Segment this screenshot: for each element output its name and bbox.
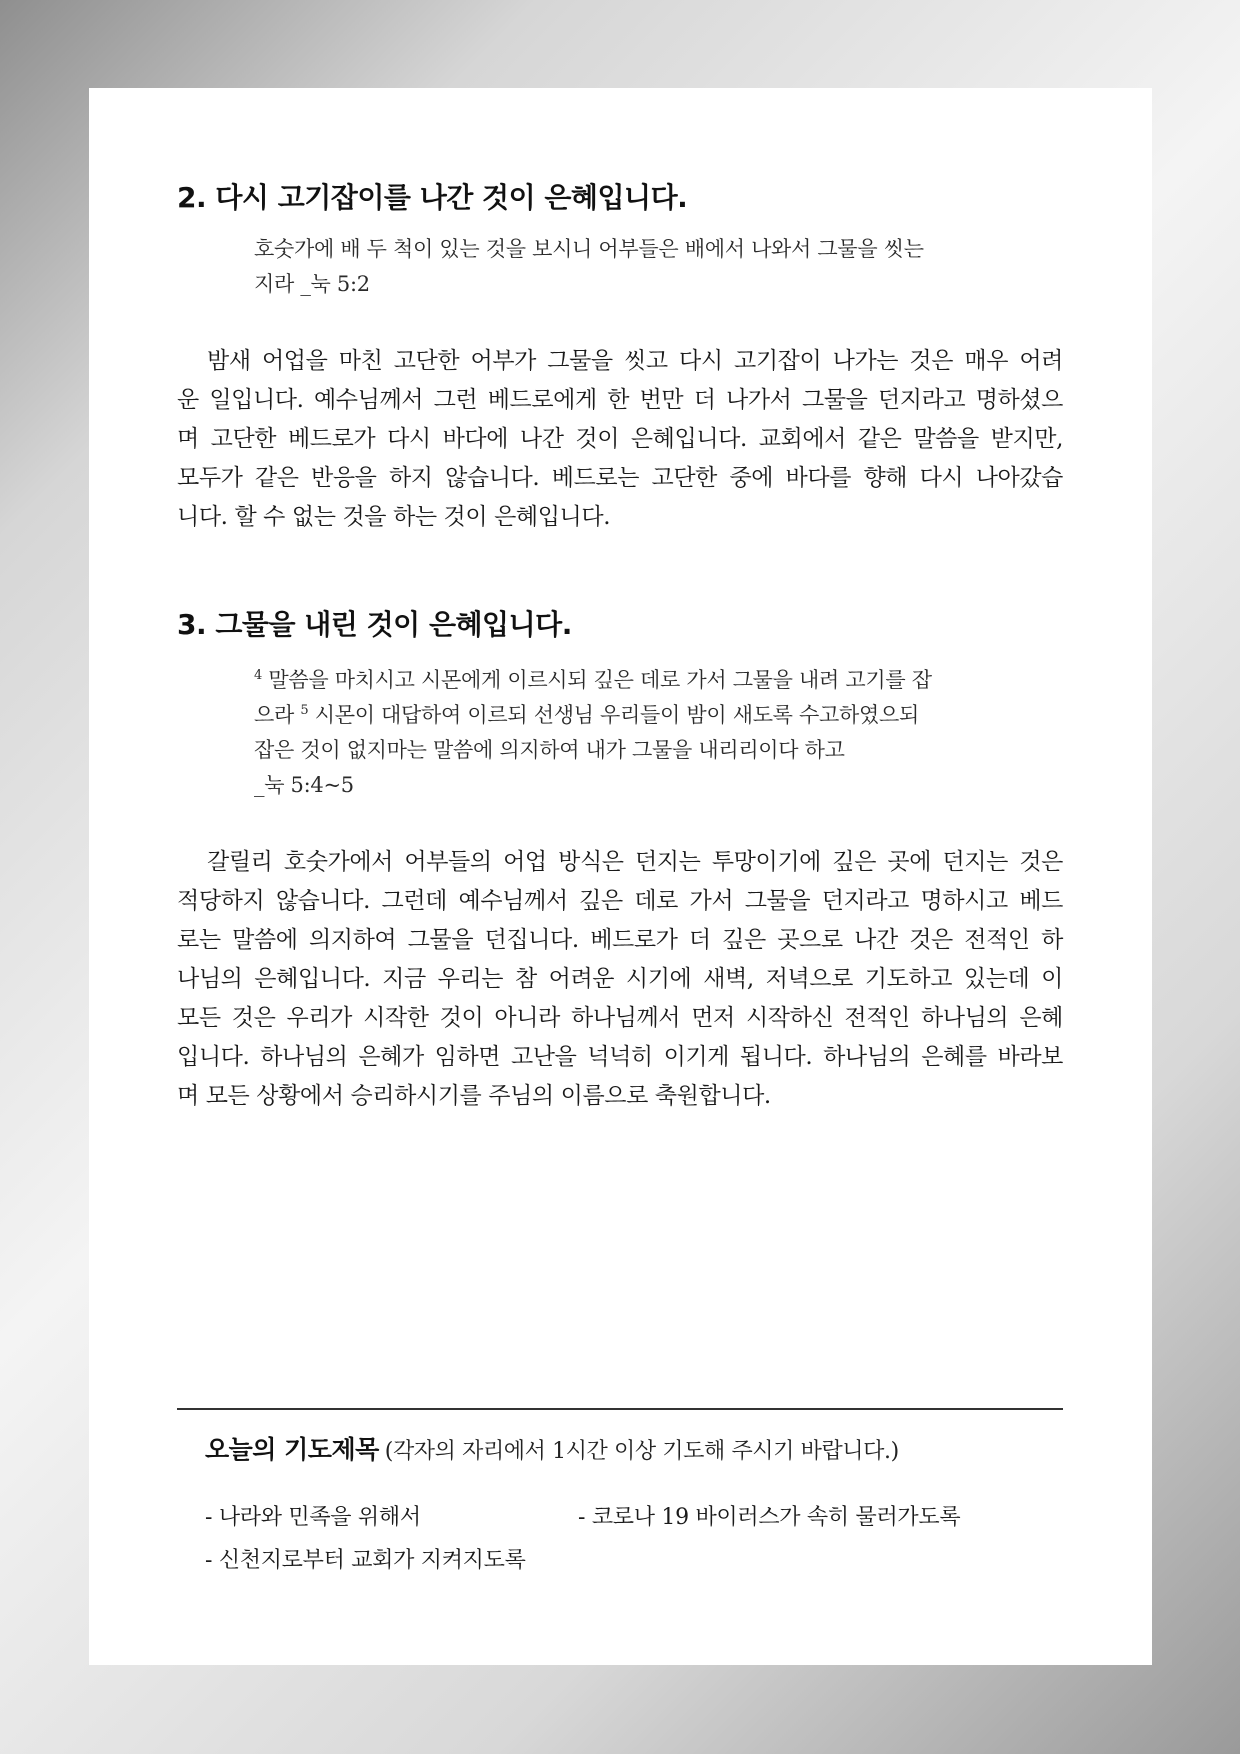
prayer-item: - 신천지로부터 교회가 지켜지도록: [205, 1548, 526, 1573]
divider: [177, 1408, 1063, 1410]
body-line: 며 모든 상황에서 승리하시기를 주님의 이름으로 축원합니다.: [177, 1083, 771, 1109]
quote-line: 지라 _눅 5:2: [254, 272, 370, 296]
verse-number: 4: [254, 668, 262, 683]
quote-line: 잡은 것이 없지마는 말씀에 의지하여 내가 그물을 내리리이다 하고: [254, 738, 845, 762]
body-line: 모두가 같은 반응을 하지 않습니다. 베드로는 고단한 중에 바다를 향해 다시 나아갔습: [177, 465, 1063, 491]
quote-line: [254, 663, 994, 698]
quote-line: [254, 698, 994, 733]
body-line: 나님의 은혜입니다. 지금 우리는 참 어려운 시기에 새벽, 저녁으로 기도하고 있는데 이: [177, 966, 1063, 992]
prayer-note: (각자의 자리에서 1시간 이상 기도해 주시기 바랍니다.): [384, 1439, 899, 1464]
prayer-item: - 코로나 19 바이러스가 속히 물러가도록: [578, 1505, 961, 1530]
section-3-body: [177, 843, 1063, 1116]
prayer-heading: [205, 1430, 899, 1466]
body-line: 니다. 할 수 없는 것을 하는 것이 은혜입니다.: [177, 504, 611, 530]
section-3-title: 3. 그물을 내린 것이 은혜입니다.: [177, 608, 572, 641]
verse-number: 5: [300, 703, 309, 718]
section-2-title: 2. 다시 고기잡이를 나간 것이 은혜입니다.: [177, 181, 688, 214]
body-line: 밤새 어업을 마친 고단한 어부가 그물을 씻고 다시 고기잡이 나가는 것은 매우 어려: [207, 348, 1063, 374]
prayer-title: 오늘의 기도제목: [205, 1435, 379, 1464]
quote-reference: _눅 5:4~5: [254, 773, 354, 797]
section-2-scripture-quote: [254, 232, 994, 302]
body-line: 입니다. 하나님의 은혜가 임하면 고난을 넉넉히 이기게 됩니다. 하나님의 은혜를 바라보: [177, 1044, 1063, 1070]
prayer-item: - 나라와 민족을 위해서: [205, 1505, 421, 1530]
body-line: 운 일입니다. 예수님께서 그런 베드로에게 한 번만 더 나가서 그물을 던지라고 명하셨으: [177, 387, 1063, 413]
section-2-body: [177, 342, 1063, 537]
quote-text: 으라: [254, 703, 301, 727]
body-line: 적당하지 않습니다. 그런데 예수님께서 깊은 데로 가서 그물을 던지라고 명하시고 베드: [177, 888, 1063, 914]
quote-text: 말씀을 마치시고 시몬에게 이르시되 깊은 데로 가서 그물을 내려 고기를 잡: [261, 668, 932, 692]
body-line: 로는 말씀에 의지하여 그물을 던집니다. 베드로가 더 깊은 곳으로 나간 것은 전적인 하: [177, 927, 1063, 953]
body-line: 며 고단한 베드로가 다시 바다에 나간 것이 은혜입니다. 교회에서 같은 말씀을 받지만,: [177, 426, 1063, 452]
section-3-scripture-quote: [254, 663, 994, 803]
quote-text: 시몬이 대답하여 이르되 선생님 우리들이 밤이 새도록 수고하였으되: [308, 703, 919, 727]
quote-line: 호숫가에 배 두 척이 있는 것을 보시니 어부들은 배에서 나와서 그물을 씻는: [254, 237, 924, 261]
body-line: 갈릴리 호숫가에서 어부들의 어업 방식은 던지는 투망이기에 깊은 곳에 던지는 것은: [207, 849, 1063, 875]
document-page: [89, 88, 1152, 1665]
body-line: 모든 것은 우리가 시작한 것이 아니라 하나님께서 먼저 시작하신 전적인 하나님의 은혜: [177, 1005, 1063, 1031]
